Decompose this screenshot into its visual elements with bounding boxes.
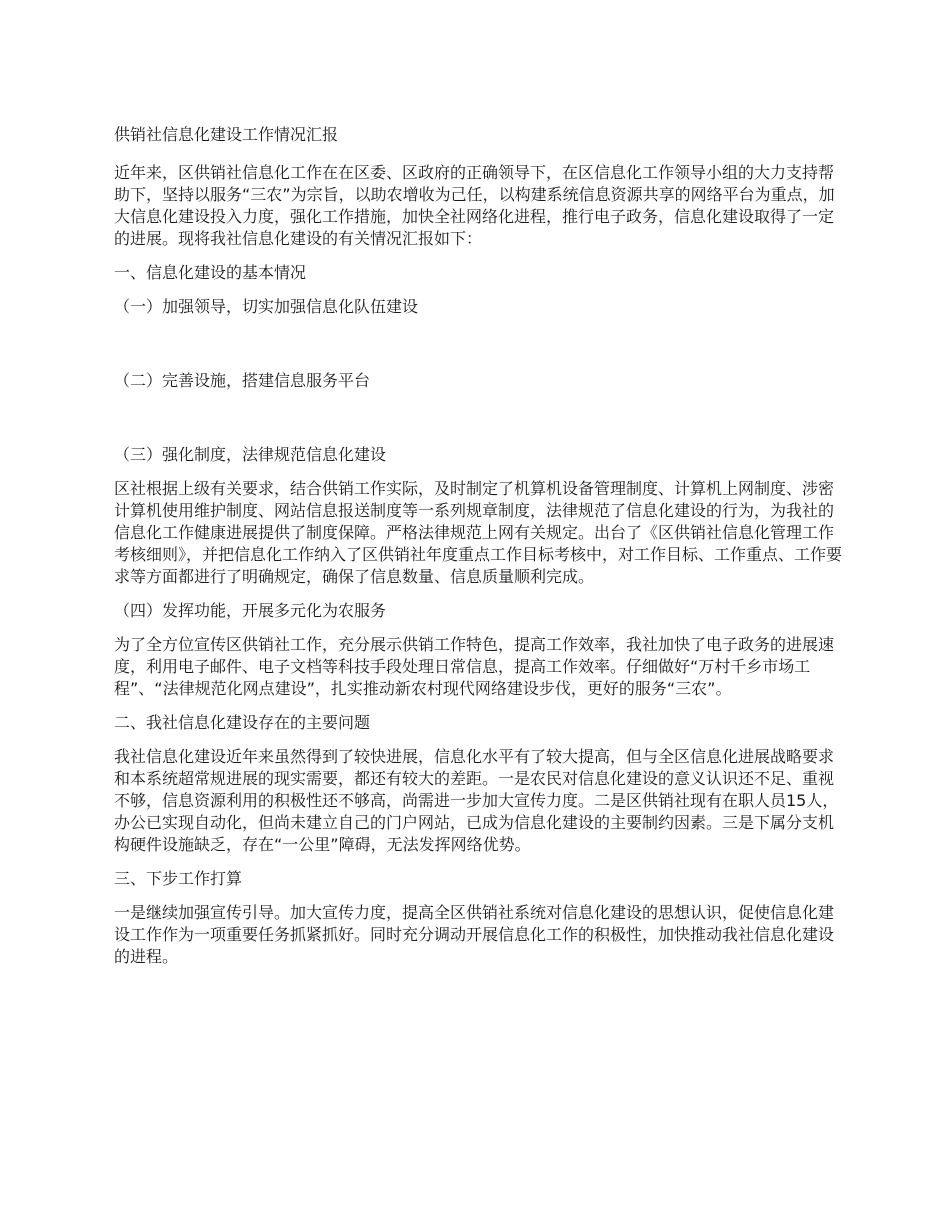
document-title: 供销社信息化建设工作情况汇报 <box>114 125 339 144</box>
document-page <box>114 124 842 980</box>
section-heading-2: 二、我社信息化建设存在的主要问题 <box>114 713 371 732</box>
subheading-4: （四）发挥功能，开展多元化为农服务 <box>114 601 387 620</box>
paragraph-plans: 一是继续加强宣传引导。加大宣传力度，提高全区供销社系统对信息化建设的思想认识，促使信息化建设工作作为一项重要任务抓紧抓好。同时充分调动开展信息化工作的积极性，加快推动我社信息化建设的进程。 <box>114 903 835 966</box>
section-heading-3: 三、下步工作打算 <box>114 869 243 888</box>
subheading-1: （一）加强领导，切实加强信息化队伍建设 <box>114 297 419 316</box>
subheading-2: （二）完善设施，搭建信息服务平台 <box>114 371 371 390</box>
paragraph-problems: 我社信息化建设近年来虽然得到了较快进展，信息化水平有了较大提高，但与全区信息化进展战略要求和本系统超常规进展的现实需要，都还有较大的差距。一是农民对信息化建设的意义认识还不足、重视不够，信息资源利用的积极性还不够高，尚需进一步加大宣传力度。二是区供销社现有在职人员15人，办公已实现自动化，但尚未建立自己的门户网站，已成为信息化建设的主要制约因素。三是下属分支机构硬件设施缺乏，存在“一公里”障碍，无法发挥网络优势。 <box>114 747 839 854</box>
subheading-3: （三）强化制度，法律规范信息化建设 <box>114 445 387 464</box>
intro-paragraph: 近年来，区供销社信息化工作在在区委、区政府的正确领导下，在区信息化工作领导小组的大力支持帮助下，坚持以服务“三农”为宗旨，以助农增收为己任，以构建系统信息资源共享的网络平台为重点，加大信息化建设投入力度，强化工作措施，加快全社网络化进程，推行电子政务，信息化建设取得了一定的进展。现将我社信息化建设的有关情况汇报如下： <box>114 163 835 248</box>
paragraph-regulations: 区社根据上级有关要求，结合供销工作实际，及时制定了机算机设备管理制度、计算机上网制度、涉密计算机使用维护制度、网站信息报送制度等一系列规章制度，法律规范了信息化建设的行为，为我社的信息化工作健康进展提供了制度保障。严格法律规范上网有关规定。出台了《区供销社信息化管理工作考核细则》，并把信息化工作纳入了区供销社年度重点工作目标考核中，对工作目标、工作重点、工作要求等方面都进行了明确规定，确保了信息数量、信息质量顺利完成。 <box>114 479 843 586</box>
paragraph-services: 为了全方位宣传区供销社工作，充分展示供销工作特色，提高工作效率，我社加快了电子政务的进展速度，利用电子邮件、电子文档等科技手段处理日常信息，提高工作效率。仔细做好“万村千乡市场工程”、“法律规范化网点建设”，扎实推动新农村现代网络建设步伐，更好的服务“三农”。 <box>114 635 835 698</box>
section-heading-1: 一、信息化建设的基本情况 <box>114 263 307 282</box>
